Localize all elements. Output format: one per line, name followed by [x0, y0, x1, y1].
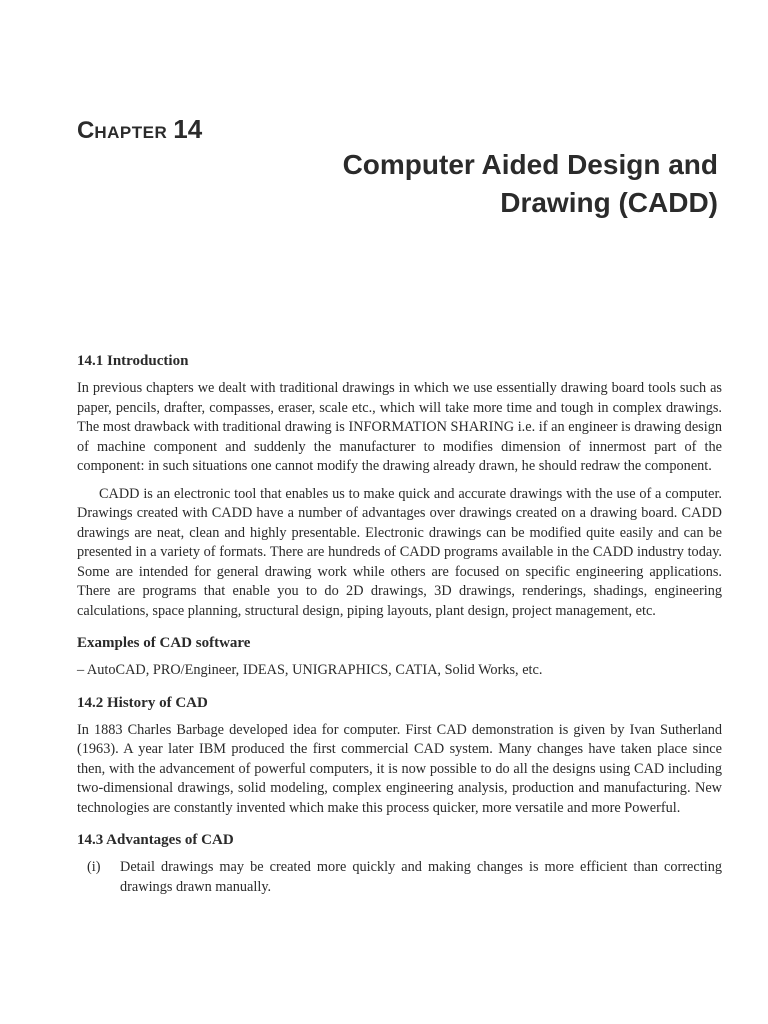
intro-paragraph-1: In previous chapters we dealt with traditional drawings in which we use essentially drawing board tools such as paper, pencils, drafter, compasses, eraser, scale etc., which will take more time and tough in complex drawings. The most drawback with traditional drawing is INFORMATION SHARING i.e. if an engineer is drawing design of machine component and suddenly the manufacturer to modifies dimension of innermost part of the component: in such situations one cannot modify the drawing already drawn, he should redraw the component.: [77, 380, 722, 474]
page-body: [77, 351, 722, 897]
list-item-marker: (i): [87, 859, 101, 875]
section-heading-introduction: 14.1 Introduction: [77, 353, 189, 369]
list-item: [87, 858, 722, 897]
history-paragraph: In 1883 Charles Barbage developed idea for computer. First CAD demonstration is given by Ivan Sutherland (1963). A year later IBM produced the first commercial CAD system. Many changes have taken place since then, with the advancement of powerful computers, it is now possible to do all the designs using CAD including two-dimensional drawings, solid modeling, complex engineering analysis, production and manufacturing. New technologies are constantly invented which make this process quicker, more versatile and more Powerful.: [77, 721, 722, 816]
chapter-label-initial: C: [77, 117, 95, 144]
section-heading-history: 14.2 History of CAD: [77, 694, 208, 711]
chapter-title: [198, 146, 718, 222]
chapter-label-rest: HAPTER: [94, 123, 168, 142]
chapter-title-line-1: Computer Aided Design and: [342, 149, 718, 180]
examples-text: – AutoCAD, PRO/Engineer, IDEAS, UNIGRAPHICS, CATIA, Solid Works, etc.: [77, 662, 543, 678]
intro-paragraph-2: CADD is an electronic tool that enables us to make quick and accurate drawings with the use of a computer. Drawings created with CADD have a number of advantages over drawings created on a drawing board. CADD drawings are neat, clean and highly presentable. Electronic drawings can be modified quite easily and can be presented in a variety of formats. There are hundreds of CADD programs available in the CADD industry today. Some are intended for general drawing work while others are focused on specific engineering applications. There are programs that enable you to do 2D drawings, 3D drawings, renderings, shadings, engineering calculations, space planning, structural design, piping layouts, plant design, project management, etc.: [77, 485, 722, 619]
section-heading-examples: Examples of CAD software: [77, 635, 251, 651]
section-heading-advantages: 14.3 Advantages of CAD: [77, 832, 234, 848]
chapter-title-line-2: Drawing (CADD): [500, 187, 718, 218]
chapter-number: 14: [173, 114, 203, 144]
list-item-text: Detail drawings may be created more quickly and making changes is more efficient than correcting drawings drawn manually.: [120, 859, 722, 895]
chapter-label: [77, 114, 202, 145]
